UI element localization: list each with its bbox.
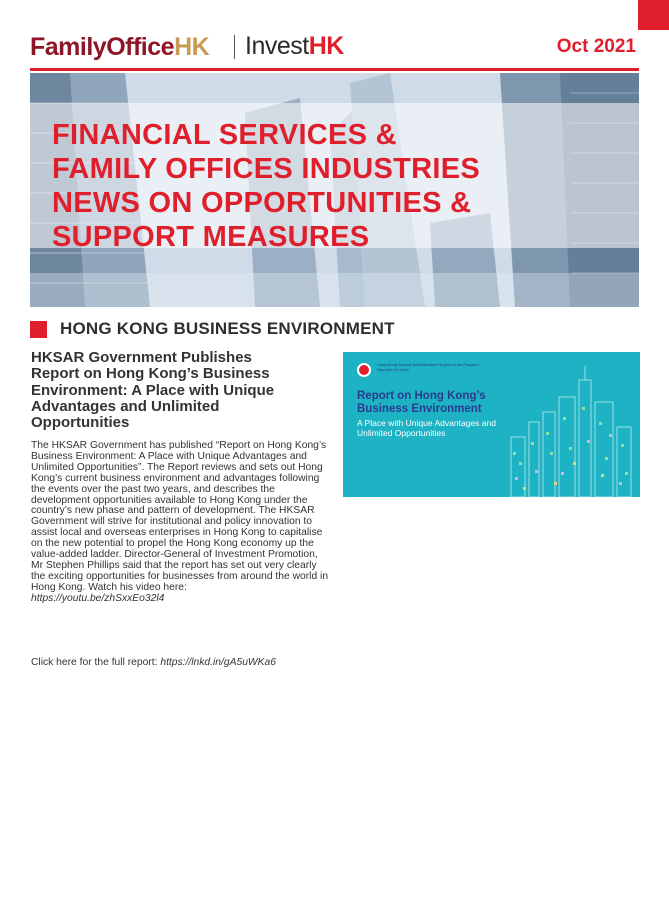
logo-text-familyoffice: FamilyOffice	[30, 33, 175, 61]
banner-title-line: SUPPORT MEASURES	[52, 221, 370, 253]
cover-org-text: Hong Kong Special Administrative Region of the People’s Republic of China	[377, 362, 479, 372]
cover-title: Report on Hong Kong’s Business Environment	[357, 390, 486, 415]
logo-divider	[234, 35, 235, 59]
video-link[interactable]: https://youtu.be/zhSxxEo32l4	[31, 592, 165, 604]
issue-date: Oct 2021	[556, 36, 636, 57]
familyofficehk-logo[interactable]	[30, 33, 209, 62]
header-rule	[30, 68, 639, 71]
article-title: HKSAR Government Publishes Report on Hong Kong’s Business Environment: A Place with Unique Advantages and Unlimited Opportunities	[31, 349, 275, 432]
banner-title-line: FAMILY OFFICES INDUSTRIES	[52, 153, 481, 185]
logo-text-hk-red: HK	[308, 32, 344, 60]
full-report-label: Click here for the full report:	[31, 657, 161, 668]
report-cover-image[interactable]	[343, 352, 640, 497]
section-title: HONG KONG BUSINESS ENVIRONMENT	[60, 319, 395, 338]
article-body	[31, 441, 331, 605]
section-marker-square	[30, 321, 47, 338]
cover-subtitle: A Place with Unique Advantages and Unlimited Opportunities	[357, 418, 496, 438]
bauhinia-emblem-icon	[357, 363, 371, 377]
corner-accent-tab	[638, 0, 669, 30]
logo-text-invest: Invest	[245, 32, 309, 60]
article-body-text: The HKSAR Government has published “Report on Hong Kong’s Business Environment: A Place with Unique Advantages and Unlimited Opportunities”. The Report reviews and sets out Hong Kong’s current business environment and advantages following the events over the past two years, and describes the development opportunities available to Hong Kong under the country’s new phase and pattern of development. The HKSAR Government will strive for institutional and policy innovation to assist local and overseas enterprises in Hong Kong to capitalise on the new potential to propel the Hong Kong economy up the value-added ladder. Director-General of Investment Promotion, Mr Stephen Phillips said that the report has set out very clearly the exciting opportunities for businesses from around the world in Hong Kong. Watch his video here:	[31, 440, 329, 593]
hero-banner	[30, 73, 639, 307]
full-report-line	[31, 657, 331, 668]
banner-title-line: FINANCIAL SERVICES &	[52, 119, 397, 151]
logo-text-hk: HK	[174, 33, 210, 61]
banner-title	[52, 118, 480, 254]
full-report-link[interactable]: https://lnkd.in/gA5uWKa6	[160, 657, 276, 668]
investhk-logo[interactable]	[245, 32, 344, 61]
banner-title-line: NEWS ON OPPORTUNITIES &	[52, 187, 472, 219]
